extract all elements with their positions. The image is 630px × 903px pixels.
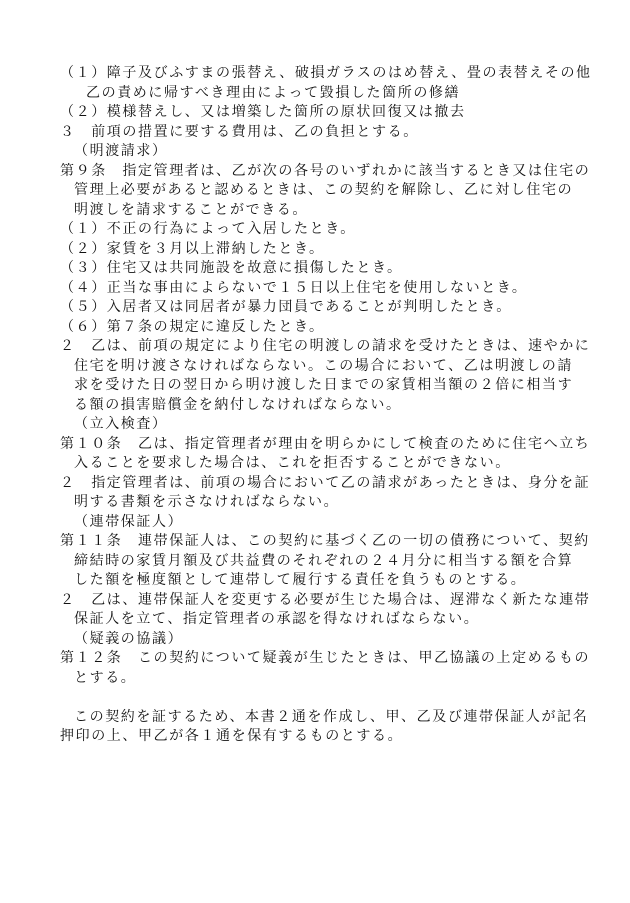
article-9-line-1: 第９条 指定管理者は、乙が次の各号のいずれかに該当するとき又は住宅の bbox=[60, 162, 591, 179]
clause-item-1-line-1: （１）障子及びふすまの張替え、破損ガラスのはめ替え、畳の表替えその他 bbox=[60, 65, 592, 81]
contract-page-body bbox=[60, 64, 592, 747]
article-11-line-2: 締結時の家賃月額及び共益費のそれぞれの２４月分に相当する額を合算 bbox=[74, 552, 574, 569]
article-11-line-1: 第１１条 連帯保証人は、この契約に基づく乙の一切の債務について、契約 bbox=[60, 533, 590, 549]
clause-item-1-line-2: 乙の責めに帰すべき理由によって毀損した箇所の修繕 bbox=[86, 84, 461, 101]
article-9-paragraph-2-line-4: る額の損害賠償金を納付しなければならない。 bbox=[74, 396, 402, 413]
article-10-line-1: 第１０条 乙は、指定管理者が理由を明らかにして検査のために住宅へ立ち bbox=[60, 435, 591, 452]
heading-joint-guarantor: （連帯保証人） bbox=[74, 513, 184, 530]
article-9-item-1: （１）不正の行為によって入居したとき。 bbox=[60, 221, 356, 237]
article-12-line-1: 第１２条 この契約について疑義が生じたときは、甲乙協議の上定めるもの bbox=[60, 650, 591, 666]
clause-item-2: （２）模様替えし、又は増築した箇所の原状回復又は撤去 bbox=[60, 104, 466, 120]
blank-line bbox=[60, 688, 580, 708]
heading-consultation: （疑義の協議） bbox=[74, 630, 184, 647]
article-9-paragraph-2-line-3: 求を受けた日の翌日から明け渡した日までの家賃相当額の２倍に相当す bbox=[74, 377, 574, 393]
clause-paragraph-3: ３ 前項の措置に要する費用は、乙の負担とする。 bbox=[60, 123, 419, 140]
article-11-line-3: した額を極度額として連帯して履行する責任を負うものとする。 bbox=[74, 572, 527, 588]
article-9-item-4: （４）正当な事由によらないで１５日以上住宅を使用しないとき。 bbox=[60, 279, 528, 296]
article-10-line-2: 入ることを要求した場合は、これを拒否することができない。 bbox=[74, 455, 511, 471]
article-9-line-3: 明渡しを請求することができる。 bbox=[74, 201, 308, 218]
article-9-line-2: 管理上必要があると認めるときは、この契約を解除し、乙に対し住宅の bbox=[74, 182, 574, 198]
article-9-item-3: （３）住宅又は共同施設を故意に損傷したとき。 bbox=[60, 260, 403, 276]
closing-statement-line-2: 押印の上、甲乙が各１通を保有するものとする。 bbox=[60, 728, 404, 744]
article-11-paragraph-2-line-2: 保証人を立て、指定管理者の承認を得なければならない。 bbox=[74, 611, 480, 627]
article-9-item-6: （６）第７条の規定に違反したとき。 bbox=[60, 318, 325, 335]
article-10-paragraph-2-line-1: ２ 指定管理者は、前項の場合において乙の請求があったときは、身分を証 bbox=[60, 474, 591, 491]
closing-statement-line-1: この契約を証するため、本書２通を作成し、甲、乙及び連帯保証人が記名 bbox=[74, 708, 589, 725]
article-9-item-2: （２）家賃を３月以上滞納したとき。 bbox=[60, 240, 325, 257]
article-9-paragraph-2-line-1: ２ 乙は、前項の規定により住宅の明渡しの請求を受けたときは、速やかに bbox=[60, 338, 591, 354]
article-10-paragraph-2-line-2: 明する書類を示さなければならない。 bbox=[74, 494, 340, 510]
article-11-paragraph-2-line-1: ２ 乙は、連帯保証人を変更する必要が生じた場合は、遅滞なく新たな連帯 bbox=[60, 591, 591, 608]
heading-eviction-request: （明渡請求） bbox=[74, 143, 168, 159]
article-9-paragraph-2-line-2: 住宅を明け渡さなければならない。この場合において、乙は明渡しの請 bbox=[74, 357, 573, 374]
article-9-item-5: （５）入居者又は同居者が暴力団員であることが判明したとき。 bbox=[60, 299, 512, 315]
article-12-line-2: とする。 bbox=[74, 669, 137, 686]
heading-inspection: （立入検査） bbox=[74, 416, 168, 432]
